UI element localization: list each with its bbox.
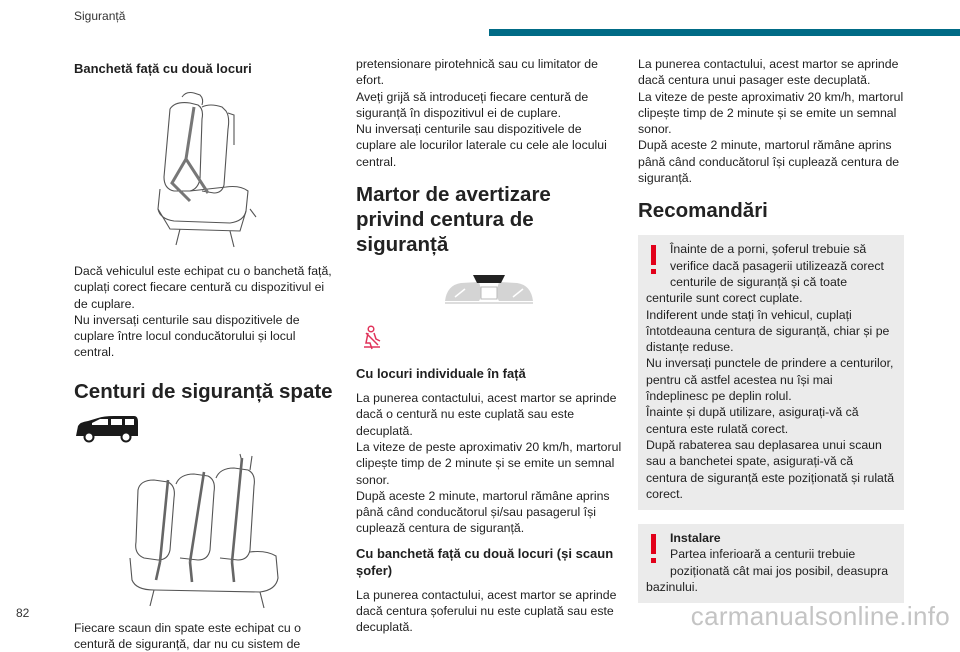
- subheading-individual-seats: Cu locuri individuale în față: [356, 366, 526, 382]
- heading-front-bench: Banchetă față cu două locuri: [74, 61, 252, 76]
- front-bench-seat-illustration: [130, 89, 280, 249]
- installation-text: Partea inferioară a centurii trebuie poziționată cât mai jos posibil, deasupra bazinului.: [646, 547, 889, 595]
- front-bench-text: Dacă vehiculul este echipat cu o banchetă față, cuplați corect fiecare centură cu dispozitivul ei de cuplare. Nu inversați centurile sau dispozitivele de cuplare între locul conducătorului și locul central.: [74, 264, 332, 360]
- header-accent-bar: [489, 29, 960, 36]
- exclamation-icon: [646, 532, 662, 566]
- heading-recommendations: Recomandări: [638, 199, 768, 223]
- rear-belts-text: Fiecare scaun din spate este echipat cu o centură de siguranță, dar nu cu sistem de: [74, 620, 301, 652]
- installation-warning: [646, 530, 896, 595]
- heading-belt-warning-lamp: Martor de avertizare privind centura de siguranță: [356, 183, 551, 257]
- rear-bench-seats-illustration: [120, 450, 290, 610]
- recommendations-text: Înainte de a porni, șoferul trebuie să verifice dacă pasagerii utilizează corect centurile de siguranță și că toate centurile sunt corect cuplate. Indiferent unde stați în vehicul, cuplați întotdeauna centura de siguranță, chiar și pe distanțe reduse. Nu inversați punctele de prindere a centurilor, pentru că astfel acestea nu își mai îndeplinesc pe deplin rolul. Înainte și după utilizare, asigurați-vă că centura este rulată corect. După rabaterea sau deplasarea unui scaun sau a banchetei spate, asigurați-vă că centura de siguranță este poziționată și rulată corect.: [646, 242, 895, 501]
- exclamation-icon: [646, 243, 662, 277]
- running-header: Siguranță: [74, 9, 126, 23]
- seatbelt-warning-icon: [362, 325, 384, 351]
- recommendations-warning: [646, 241, 896, 502]
- column-middle: [356, 56, 622, 636]
- page-number: 82: [16, 606, 30, 620]
- rear-belts-text-continued: pretensionare pirotehnică sau cu limitator de efort. Aveți grijă să introduceți fiecare centură de siguranță în dispozitivul ei de cuplare. Nu inversați centurile sau dispozitivele de cuplare ale locurilor laterale cu cele ale locului central.: [356, 57, 607, 169]
- subheading-bench-seat: Cu banchetă față cu două locuri (și scaun șofer): [356, 545, 614, 578]
- column-left: [74, 56, 336, 652]
- column-right: [638, 56, 904, 603]
- heading-rear-belts: Centuri de siguranță spate: [74, 379, 333, 403]
- instrument-panel-icon: [439, 271, 539, 311]
- installation-title: Instalare: [670, 531, 721, 546]
- watermark: carmanualsonline.info: [690, 601, 950, 631]
- installation-box: [638, 524, 904, 603]
- individual-seats-text: La punerea contactului, acest martor se aprinde dacă o centură nu este cuplată sau este decuplată. La viteze de peste aproximativ 20 km/h, martorul clipește timp de 2 minute și se emite un semnal sonor. După aceste 2 minute, martorul rămâne aprins până când conducătorul și/sau pasagerul își cuplează centura de siguranță.: [356, 391, 622, 536]
- recommendations-box: [638, 235, 904, 510]
- passenger-belt-text: La punerea contactului, acest martor se aprinde dacă centura unui pasager este decuplată. La viteze de peste aproximativ 20 km/h, martorul clipește timp de 2 minute și se emite un semnal sonor. După aceste 2 minute, martorul rămâne aprins până când conducătorul își cuplează centura de siguranță.: [638, 57, 904, 186]
- van-silhouette-icon: [74, 414, 140, 444]
- bench-seat-text: La punerea contactului, acest martor se aprinde dacă centura șoferului nu este cuplată sau este decuplată.: [356, 587, 617, 635]
